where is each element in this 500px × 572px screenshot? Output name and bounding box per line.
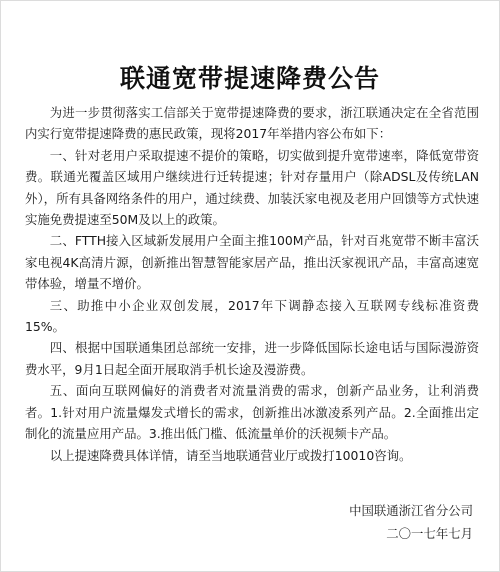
signature-date: 二〇一七年七月: [386, 526, 473, 541]
signature-organization: 中国联通浙江省分公司: [349, 503, 473, 518]
intro-paragraph: 为进一步贯彻落实工信部关于宽带提速降费的要求，浙江联通决定在全省范围内实行宽带提速降费的惠民政策，现将2017年举措内容公布如下：: [25, 105, 479, 142]
notice-body: [25, 102, 479, 466]
policy-paragraph-3: 三、助推中小企业双创发展，2017年下调静态接入互联网专线标准资费15%。: [25, 297, 479, 335]
page-title: 联通宽带提速降费公告: [119, 64, 380, 93]
signature-block: [349, 499, 473, 545]
policy-paragraph-1: 一、针对老用户采取提速不提价的策略，切实做到提升宽带速率，降低宽带资费。联通光覆盖区域用户继续进行迁转提速；针对存量用户（除ADSL及传统LAN外），所有具备网络条件的用户，通过续费、加装沃家电视及老用户回馈等方式快速实施免费提速至50M及以上的政策。: [25, 147, 479, 228]
policy-paragraph-2: 二、FTTH接入区域新发展用户全面主推100M产品，针对百兆宽带不断丰富沃家电视4K高清片源，创新推出智慧智能家居产品，推出沃家视讯产品，丰富高速宽带体验，增量不增价。: [25, 233, 479, 292]
policy-paragraph-5: 五、面向互联网偏好的消费者对流量消费的需求，创新产品业务，让利消费者。1.针对用户流量爆发式增长的需求，创新推出冰激凌系列产品。2.全面推出定制化的流量应用产品。3.推出低门槛、低流量单价的沃视频卡产品。: [25, 383, 479, 442]
closing-paragraph: 以上提速降费具体详情，请至当地联通营业厅或拨打10010咨询。: [49, 447, 412, 463]
policy-paragraph-4: 四、根据中国联通集团总部统一安排，进一步降低国际长途电话与国际漫游资费水平，9月1日起全面开展取消手机长途及漫游费。: [25, 340, 479, 377]
